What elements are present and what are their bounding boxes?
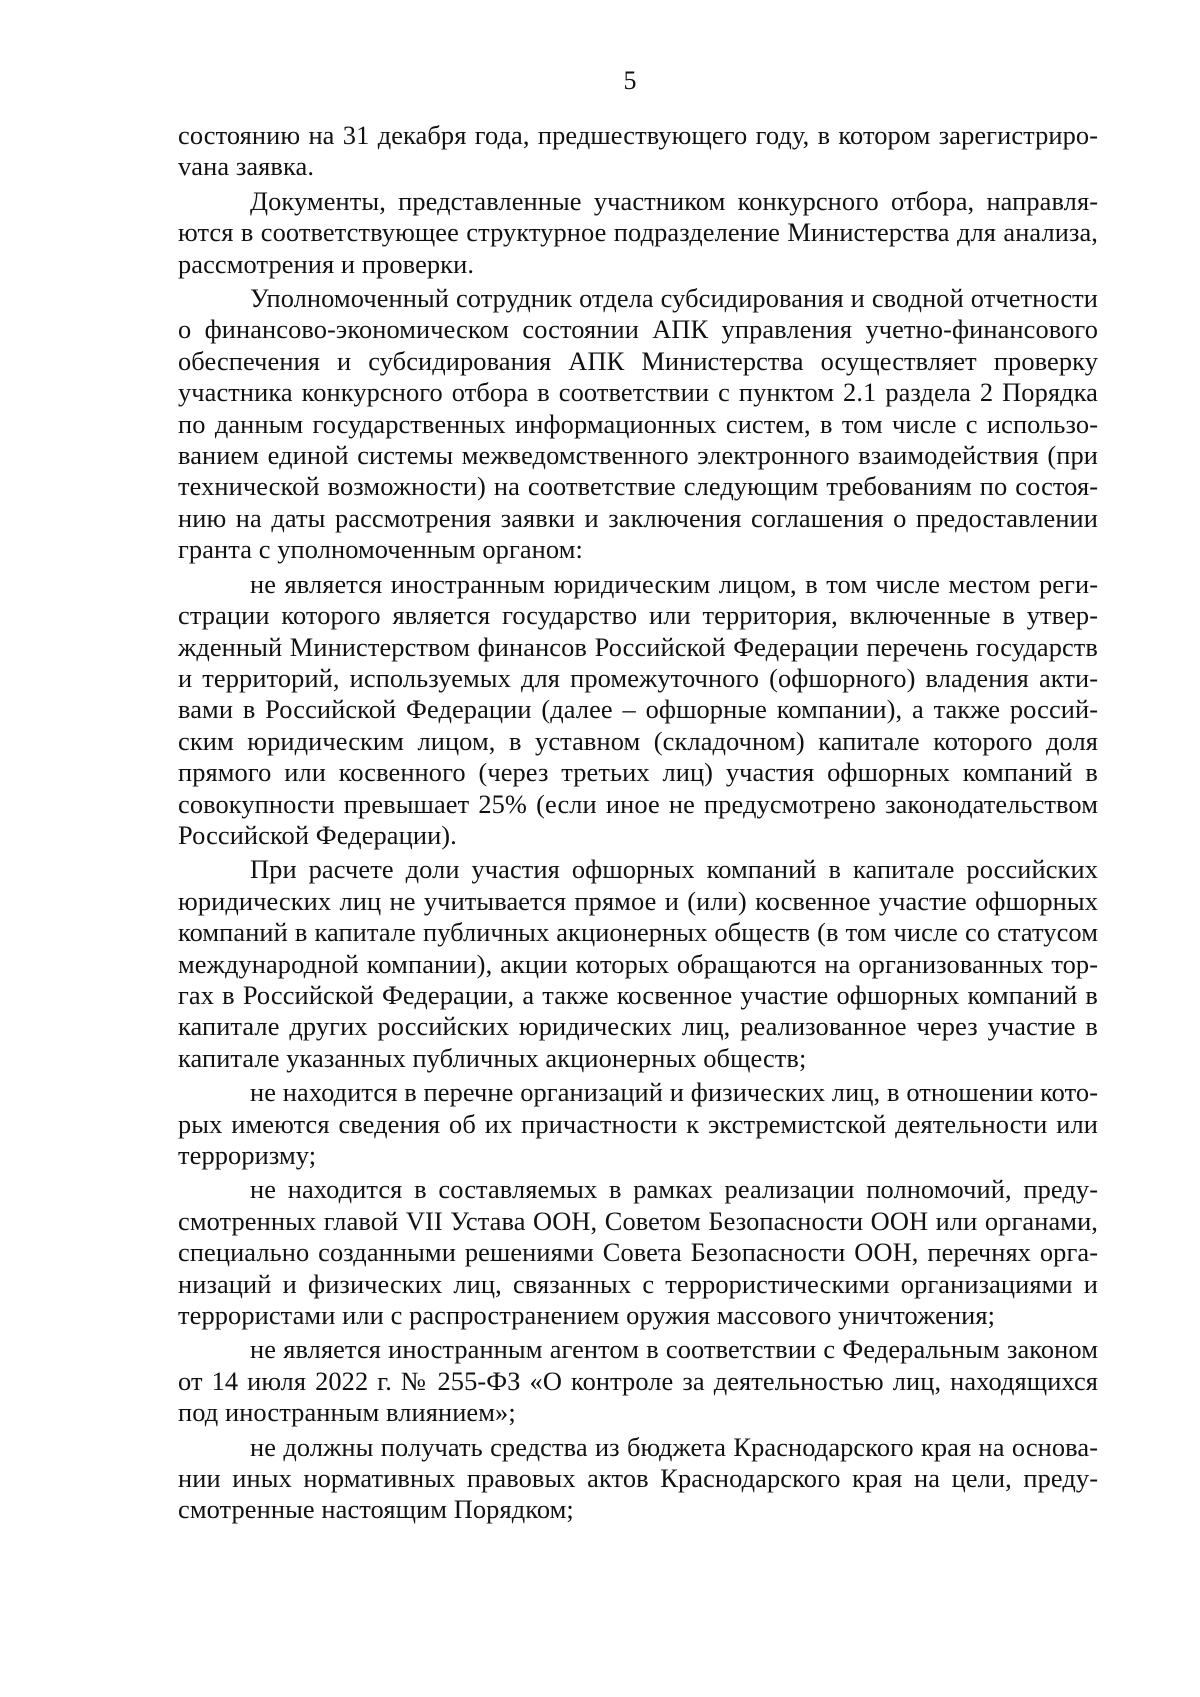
document-body [178, 120, 1098, 1529]
paragraph-authorized-employee: Уполномоченный сотрудник отдела субсидирования и сводной отчетности о финансово-экономическом состоянии АПК управления учетно-финансового обеспечения и субсидирования АПК Министерства осуществляет проверку участника конкурсного отбора в соответствии с пунктом 2.1 раздела 2 Порядка по данным государственных информационных систем, в том числе с использованием единой системы межведомственного электронного взаимодействия (при технической возможности) на соответствие следующим требованиям по состоянию на даты рассмотрения заявки и заключения соглашения о предоставлении гранта с уполномоченным органом: [178, 283, 1098, 565]
paragraph-documents-review: Документы, представленные участником конкурсного отбора, направляются в соответствующее структурное подразделение Министерства для анализа, рассмотрения и проверки. [178, 185, 1098, 279]
paragraph-foreign-agent: не является иностранным агентом в соответствии с Федеральным законом от 14 июля 2022 г. № 255-ФЗ «О контроле за деятельностью лиц, находящихся под иностранным влиянием»; [178, 1334, 1098, 1428]
paragraph-un-sanctions-list: не находится в составляемых в рамках реализации полномочий, предусмотренных главой VII Устава ООН, Советом Безопасности ООН или органами, специально созданными решениями Совета Безопасности ООН, перечнях организаций и физических лиц, связанных с террористическими организациями и террористами или с распространением оружия массового уничтожения; [178, 1174, 1098, 1331]
paragraph-no-other-budget-funds: не должны получать средства из бюджета Краснодарского края на основании иных нормативных правовых актов Краснодарского края на цели, предусмотренные настоящим Порядком; [178, 1431, 1098, 1525]
paragraph-offshore-share-calculation: При расчете доли участия офшорных компаний в капитале российских юридических лиц не учитывается прямое и (или) косвенное участие офшорных компаний в капитале публичных акционерных обществ (в том числе со статусом международной компании), акции которых обращаются на организованных торгах в Российской Федерации, а также косвенное участие офшорных компаний в капитале других российских юридических лиц, реализованное через участие в капитале указанных публичных акционерных обществ; [178, 854, 1098, 1073]
paragraph-not-foreign-entity: не является иностранным юридическим лицом, в том числе местом регистрации которого является государство или территория, включенные в утвержденный Министерством финансов Российской Федерации перечень государств и территорий, используемых для промежуточного (офшорного) владения активами в Российской Федерации (далее – офшорные компании), а также российским юридическим лицом, в уставном (складочном) капитале которого доля прямого или косвенного (через третьих лиц) участия офшорных компаний в совокупности превышает 25% (если иное не предусмотрено законодательством Российской Федерации). [178, 568, 1098, 850]
page-number: 5 [623, 66, 637, 95]
paragraph-continuation: состоянию на 31 декабря года, предшествующего году, в котором зарегистрироvана заявка. [178, 120, 1098, 182]
paragraph-extremism-list: не находится в перечне организаций и физических лиц, в отношении которых имеются сведения об их причастности к экстремистской деятельности или терроризму; [178, 1077, 1098, 1170]
